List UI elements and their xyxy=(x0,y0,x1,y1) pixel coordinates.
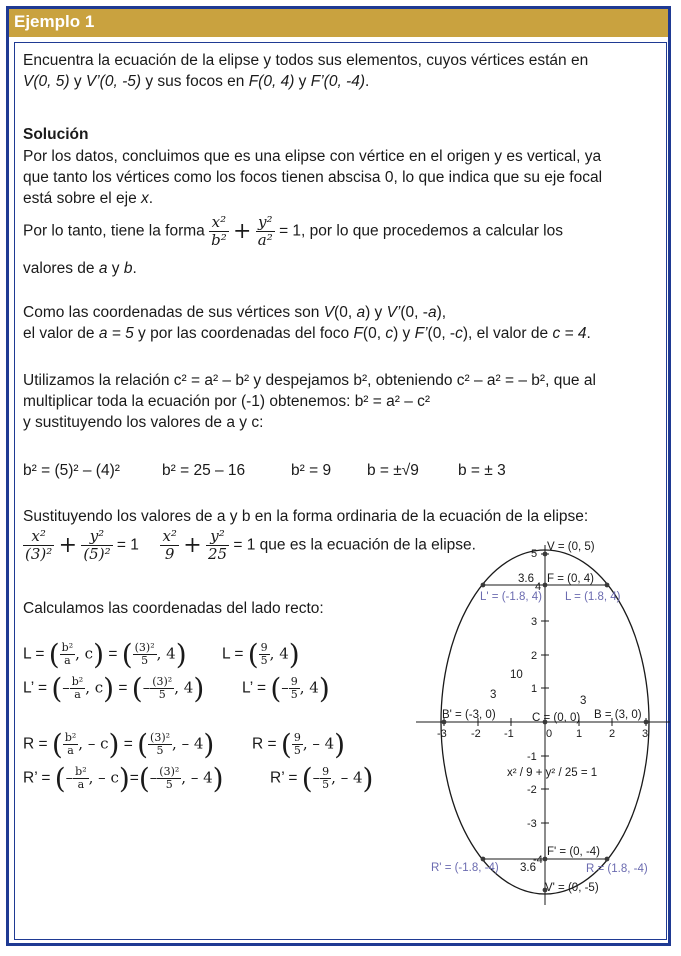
paren: ) xyxy=(212,762,224,795)
frac-den: 5 xyxy=(156,744,164,757)
p2-line2: valores de xyxy=(23,260,99,277)
label-F: F = (0, 4) xyxy=(547,573,594,585)
label-R: R = xyxy=(252,735,277,753)
paren: ( xyxy=(137,728,149,761)
frac-num: y² xyxy=(206,528,229,546)
frac-num: y² xyxy=(256,214,275,232)
p3-text: ) y xyxy=(393,325,415,342)
intro-mid: y sus focos en xyxy=(141,73,249,90)
frac-den: (3)² xyxy=(25,545,53,563)
p2-post: = 1, por lo que procedemos a calcular los xyxy=(279,222,563,240)
segment-label-3-6-top: 3.6 xyxy=(518,573,534,585)
frac-num: (3)² xyxy=(134,641,155,654)
p3-f: F xyxy=(353,325,363,342)
p1-dot: . xyxy=(148,190,154,207)
label-V: V = (0, 5) xyxy=(547,541,595,553)
y-tick-label: -3 xyxy=(527,818,537,830)
minus: – xyxy=(281,678,289,697)
frac-num: b² xyxy=(75,765,87,778)
p3-fp: F’ xyxy=(414,325,428,342)
segment-label-3-left: 3 xyxy=(490,689,497,701)
formula-R: R = ( $\frac{\text{b²}}{a}$ , – c) = ( $\frac{\text{(3)²}}{5}$ , – 4) xyxy=(23,728,215,761)
paren: ( xyxy=(301,762,313,795)
paren: ) xyxy=(362,762,374,795)
formula-Rp: R’ = (– $\frac{\text{b²}}{a}$ , – c)=(– $\frac{\text{(3)²}}{5}$ , – 4) xyxy=(23,762,224,795)
label-Bp: B' = (-3, 0) xyxy=(442,709,496,721)
formula-Rp-result: R’ = (– $\frac{9}{5}$ , – 4) xyxy=(270,762,374,795)
x-tick-label: 2 xyxy=(609,728,616,740)
p4-line3: y sustituyendo los valores de a y c: xyxy=(23,414,264,431)
p3-text: (0, - xyxy=(400,304,428,321)
p3-text: (0, xyxy=(334,304,357,321)
value-neg4: – 4 xyxy=(181,734,204,753)
p3-text: y por las coordenadas del foco xyxy=(133,325,354,342)
p3-text: ), xyxy=(436,304,447,321)
minus: – xyxy=(62,678,70,697)
calc-step-3: b² = 9 xyxy=(291,462,332,479)
label-L: L = xyxy=(23,645,45,663)
value-4: 4 xyxy=(309,678,319,697)
p3-text: (0, - xyxy=(427,325,456,342)
plus-sign: + xyxy=(58,533,78,558)
p3-text: (0, xyxy=(362,325,386,342)
calc-step-2: b² = 25 – 16 xyxy=(162,462,246,479)
paren: ( xyxy=(51,672,63,705)
p1-axis: x xyxy=(141,190,149,207)
intro-y: y xyxy=(69,73,86,90)
frac-num: y² xyxy=(81,528,112,546)
minus: – xyxy=(142,678,151,697)
label-C: C = (0, 0) xyxy=(532,712,581,724)
var-c: c xyxy=(94,678,104,697)
y-tick-label: -2 xyxy=(527,784,537,796)
frac-den: 5 xyxy=(158,688,166,701)
frac-num: b² xyxy=(71,675,84,688)
paren: ) xyxy=(108,728,120,761)
intro-text: Encuentra la ecuación de la elipse y todos sus elementos, cuyos vértices están en xyxy=(23,52,589,69)
p1-line3: está sobre el eje xyxy=(23,190,142,207)
frac-num: b² xyxy=(64,731,77,744)
equals-one: = 1 xyxy=(116,536,139,554)
paren: ( xyxy=(138,762,150,795)
latus-rectum-heading: Calculamos las coordenadas del lado recto: xyxy=(23,600,324,617)
paren: ) xyxy=(193,672,205,705)
frac-den: a² xyxy=(257,231,273,249)
frac-den: 5 xyxy=(141,654,149,667)
point-B xyxy=(644,720,649,725)
frac-num: (3)² xyxy=(152,675,173,688)
value-4: 4 xyxy=(166,644,176,663)
var-c: c xyxy=(84,644,94,663)
y-tick-label: -4 xyxy=(533,854,543,866)
y-tick-label: 5 xyxy=(531,548,538,560)
p1-line1: Por los datos, concluimos que es una elipse con vértice en el origen y es vertical, ya xyxy=(23,148,602,165)
label-Rp: R' = (-1.8, -4) xyxy=(431,862,499,874)
value-neg4: – 4 xyxy=(190,768,213,787)
paren: ( xyxy=(131,672,143,705)
segment-label-3-6-bottom: 3.6 xyxy=(520,862,536,874)
frac-den: a xyxy=(67,744,74,757)
y-tick-label: 4 xyxy=(535,581,542,593)
x-tick-label: -3 xyxy=(437,728,447,740)
p3-text: el valor de xyxy=(23,325,99,342)
label-Lp: L' = (-1.8, 4) xyxy=(480,591,542,603)
frac-num: 9 xyxy=(260,641,268,654)
calc-step-1: b² = (5)² – (4)² xyxy=(23,462,120,479)
label-B: B = (3, 0) xyxy=(594,709,642,721)
intro-y2: y xyxy=(294,73,311,90)
paren: ) xyxy=(318,672,330,705)
frac-num: b² xyxy=(61,641,74,654)
label-Rp: R’ = xyxy=(270,769,298,787)
minus: – xyxy=(149,768,158,787)
frac-den: 5 xyxy=(290,688,298,701)
label-Rp: R’ = xyxy=(23,769,51,787)
formula-R-result: R = ( $\frac{9}{5}$ , – 4) xyxy=(252,728,346,761)
frac-den: 5 xyxy=(293,744,301,757)
neg-c: – c xyxy=(98,768,119,787)
point-Lp xyxy=(481,583,486,588)
focus-fp: F’(0, -4) xyxy=(310,73,365,90)
frac-num: 9 xyxy=(293,731,301,744)
value-neg4: – 4 xyxy=(312,734,335,753)
p2-pre: Por lo tanto, tiene la forma xyxy=(23,222,205,240)
var-a: a xyxy=(98,260,108,277)
label-L: L = xyxy=(222,645,244,663)
y-tick-label: 1 xyxy=(531,683,538,695)
p2-y: y xyxy=(107,260,124,277)
x-tick-label: 1 xyxy=(576,728,583,740)
x-tick-label: -2 xyxy=(471,728,481,740)
calc-step-5: b = ± 3 xyxy=(458,462,506,479)
frac-num: x² xyxy=(23,528,54,546)
paren: ( xyxy=(270,672,282,705)
frac-num: (3)² xyxy=(159,765,180,778)
paren: ( xyxy=(51,728,63,761)
var-b: b xyxy=(123,260,133,277)
p4-line2: multiplicar toda la ecuación por (-1) obtenemos: b² = a² – c² xyxy=(23,393,431,410)
p3-v: V xyxy=(323,304,335,321)
focus-f: F(0, 4) xyxy=(248,73,295,90)
plus-sign: + xyxy=(183,533,202,558)
segment-label-3-right: 3 xyxy=(580,695,587,707)
frac-num: 9 xyxy=(290,675,298,688)
frac-den: (5)² xyxy=(83,545,111,563)
frac-den: 5 xyxy=(260,654,268,667)
p3-vp: V’ xyxy=(386,304,401,321)
p3-c-value: c = 4 xyxy=(552,325,587,342)
frac-den: b² xyxy=(211,231,227,249)
p2-dot: . xyxy=(132,260,137,277)
paren: ( xyxy=(247,638,259,671)
frac-num: 9 xyxy=(322,765,330,778)
label-R: R = xyxy=(23,735,48,753)
y-tick-label: 2 xyxy=(531,650,538,662)
formula-Lp-result: L’ = (– $\frac{9}{5}$ , 4) xyxy=(242,672,330,705)
plus-sign: + xyxy=(233,219,252,244)
paren: ( xyxy=(280,728,292,761)
frac-den: 5 xyxy=(322,778,330,791)
paragraph-5: Sustituyendo los valores de a y b en la forma ordinaria de la ecuación de la elipse: xyxy=(23,508,589,525)
minus: – xyxy=(312,768,321,787)
label-R: R = (1.8, -4) xyxy=(586,863,648,875)
frac-den: a xyxy=(77,778,85,791)
frac-num: x² xyxy=(209,214,229,232)
label-Fp: F' = (0, -4) xyxy=(547,846,600,858)
point-L xyxy=(605,583,610,588)
label-Lp: L’ = xyxy=(23,679,47,697)
value-neg4: – 4 xyxy=(340,768,363,787)
intro-end: . xyxy=(365,73,370,90)
frac-den: 9 xyxy=(164,545,175,563)
label-Vp: V' = (0, -5) xyxy=(545,882,599,894)
formula-L-result: L = ( $\frac{9}{5}$ , 4) xyxy=(222,638,300,671)
paren: ) xyxy=(175,638,187,671)
vertex-v: V(0, 5) xyxy=(23,73,70,90)
x-tick-label: -1 xyxy=(504,728,514,740)
paren: ) xyxy=(203,728,215,761)
paren: ) xyxy=(118,762,130,795)
formula-Lp: L’ = (– $\frac{\text{b²}}{a}$ , c) = (– $\frac{\text{(3)²}}{5}$ , 4) xyxy=(23,672,205,705)
frac-den: 25 xyxy=(207,545,228,563)
p4-line1: Utilizamos la relación c² = a² – b² y despejamos b², obteniendo c² – a² = – b², que al xyxy=(23,372,596,389)
x-tick-label: 0 xyxy=(546,728,553,740)
p3-text: ) y xyxy=(365,304,387,321)
p3-a-value: a = 5 xyxy=(98,325,134,342)
p3-text: . xyxy=(586,325,591,342)
paren: ) xyxy=(334,728,346,761)
paren: ) xyxy=(103,672,115,705)
frac-num: x² xyxy=(162,527,177,545)
frac-den: 5 xyxy=(165,778,173,791)
paren: ( xyxy=(48,638,60,671)
point-Rp xyxy=(481,857,486,862)
paren: ( xyxy=(121,638,133,671)
p3-text: Como las coordenadas de sus vértices son xyxy=(23,304,324,321)
frac-den: a xyxy=(74,688,81,701)
paren: ) xyxy=(93,638,104,671)
x-tick-label: 3 xyxy=(642,728,649,740)
value-4: 4 xyxy=(183,678,194,697)
paren: ) xyxy=(288,638,300,671)
p3-text: ), el valor de xyxy=(462,325,553,342)
ellipse-equation-label: x² / 9 + y² / 25 = 1 xyxy=(507,767,598,779)
frac-num: (3)² xyxy=(150,731,171,744)
label-L: L = (1.8, 4) xyxy=(565,591,621,603)
segment-label-10: 10 xyxy=(510,669,523,681)
formula-L: L = ( $\frac{\text{b²}}{a}$ , c) = ( $\frac{\text{(3)²}}{5}$ , 4) xyxy=(23,638,187,671)
vertex-vp: V’(0, -5) xyxy=(85,73,142,90)
example-title: Ejemplo 1 xyxy=(14,12,95,31)
p1-line2: que tanto los vértices como los focos tienen abscisa 0, lo que indica que su eje focal xyxy=(23,169,603,186)
value-4: 4 xyxy=(279,644,289,663)
y-tick-label: -1 xyxy=(527,751,537,763)
point-R xyxy=(605,857,610,862)
label-Lp: L’ = xyxy=(242,679,266,697)
paren: ( xyxy=(54,762,66,795)
frac-den: a xyxy=(64,654,71,667)
y-tick-label: 3 xyxy=(531,616,538,628)
p3-a: a xyxy=(356,304,366,321)
minus: – xyxy=(65,768,74,787)
p3-c: c xyxy=(385,325,394,342)
calc-step-4: b = ±√9 xyxy=(367,462,419,479)
p3-a: a xyxy=(427,304,437,321)
equation-conclusion: = 1 que es la ecuación de la elipse. xyxy=(233,536,476,554)
solution-heading: Solución xyxy=(23,126,89,143)
neg-c: – c xyxy=(87,734,109,753)
p3-c: c xyxy=(455,325,463,342)
